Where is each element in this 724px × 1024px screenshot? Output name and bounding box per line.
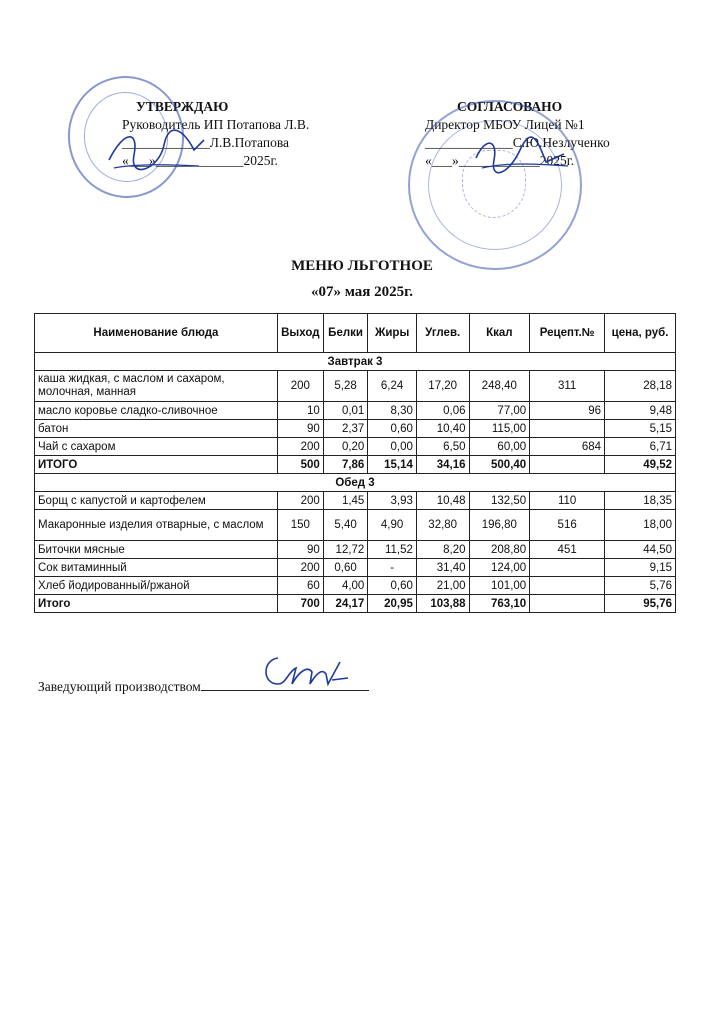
dish-name: каша жидкая, с маслом и сахаром, молочная, манная <box>35 371 278 402</box>
dish-fat: 0,60 <box>368 420 417 438</box>
dish-carbs: 32,80 <box>416 510 469 541</box>
dish-output: 200 <box>277 438 323 456</box>
agreement-date: «___»____________2025г. <box>425 153 575 168</box>
section-row-lunch <box>35 474 676 492</box>
dish-output: 90 <box>277 541 323 559</box>
section-title: Завтрак 3 <box>35 353 676 371</box>
dish-carbs: 6,50 <box>416 438 469 456</box>
dish-price: 6,71 <box>605 438 676 456</box>
dish-name: батон <box>35 420 278 438</box>
dish-name: Биточки мясные <box>35 541 278 559</box>
menu-title: МЕНЮ ЛЬГОТНОЕ <box>291 258 433 274</box>
total-recipe <box>530 595 605 613</box>
dish-kcal: 60,00 <box>469 438 530 456</box>
dish-price: 5,15 <box>605 420 676 438</box>
total-row-breakfast <box>35 456 676 474</box>
dish-price: 9,48 <box>605 402 676 420</box>
section-title: Обед 3 <box>35 474 676 492</box>
dish-carbs: 31,40 <box>416 559 469 577</box>
approval-position: Руководитель ИП Потапова Л.В. <box>122 117 310 132</box>
dish-protein: 4,00 <box>323 577 368 595</box>
col-header-protein: Белки <box>323 314 368 353</box>
dish-recipe <box>530 577 605 595</box>
total-protein: 7,86 <box>323 456 368 474</box>
dish-protein: 2,37 <box>323 420 368 438</box>
approval-block <box>122 98 309 170</box>
table-row <box>35 559 676 577</box>
total-fat: 20,95 <box>368 595 417 613</box>
table-row <box>35 402 676 420</box>
dish-fat: - <box>368 559 417 577</box>
dish-kcal: 132,50 <box>469 492 530 510</box>
col-header-fat: Жиры <box>368 314 417 353</box>
dish-name: Чай с сахаром <box>35 438 278 456</box>
dish-recipe: 311 <box>530 371 605 402</box>
dish-carbs: 0,06 <box>416 402 469 420</box>
dish-recipe <box>530 420 605 438</box>
dish-protein: 0,01 <box>323 402 368 420</box>
agreement-title: СОГЛАСОВАНО <box>457 99 563 114</box>
dish-carbs: 10,48 <box>416 492 469 510</box>
dish-name: Хлеб йодированный/ржаной <box>35 577 278 595</box>
dish-fat: 8,30 <box>368 402 417 420</box>
total-carbs: 103,88 <box>416 595 469 613</box>
dish-carbs: 21,00 <box>416 577 469 595</box>
total-row-lunch <box>35 595 676 613</box>
total-kcal: 500,40 <box>469 456 530 474</box>
dish-price: 18,00 <box>605 510 676 541</box>
dish-kcal: 101,00 <box>469 577 530 595</box>
table-row <box>35 492 676 510</box>
section-row-breakfast <box>35 353 676 371</box>
dish-kcal: 115,00 <box>469 420 530 438</box>
dish-carbs: 10,40 <box>416 420 469 438</box>
dish-price: 9,15 <box>605 559 676 577</box>
table-row <box>35 420 676 438</box>
total-label: Итого <box>35 595 278 613</box>
dish-name: Сок витаминный <box>35 559 278 577</box>
dish-output: 10 <box>277 402 323 420</box>
dish-output: 60 <box>277 577 323 595</box>
agreement-signatory: _____________С.Ю.Незлученко <box>425 135 610 150</box>
dish-protein: 0,60 <box>323 559 368 577</box>
total-recipe <box>530 456 605 474</box>
dish-output: 200 <box>277 371 323 402</box>
total-kcal: 763,10 <box>469 595 530 613</box>
dish-kcal: 124,00 <box>469 559 530 577</box>
dish-name: масло коровье сладко-сливочное <box>35 402 278 420</box>
dish-carbs: 8,20 <box>416 541 469 559</box>
table-row <box>35 577 676 595</box>
dish-name: Макаронные изделия отварные, с маслом <box>35 510 278 541</box>
dish-recipe: 516 <box>530 510 605 541</box>
table-header-row <box>35 314 676 353</box>
table-row <box>35 371 676 402</box>
total-price: 49,52 <box>605 456 676 474</box>
dish-output: 200 <box>277 492 323 510</box>
approval-signatory: _____________Л.В.Потапова <box>122 135 290 150</box>
dish-price: 18,35 <box>605 492 676 510</box>
footer-signature-line <box>38 676 369 695</box>
agreement-block <box>425 98 610 170</box>
dish-fat: 11,52 <box>368 541 417 559</box>
dish-output: 150 <box>277 510 323 541</box>
dish-recipe: 110 <box>530 492 605 510</box>
dish-carbs: 17,20 <box>416 371 469 402</box>
dish-fat: 3,93 <box>368 492 417 510</box>
dish-output: 200 <box>277 559 323 577</box>
menu-table <box>34 313 676 613</box>
dish-kcal: 208,80 <box>469 541 530 559</box>
col-header-kcal: Ккал <box>469 314 530 353</box>
dish-price: 28,18 <box>605 371 676 402</box>
dish-recipe: 451 <box>530 541 605 559</box>
total-output: 700 <box>277 595 323 613</box>
approval-title: УТВЕРЖДАЮ <box>136 99 229 114</box>
dish-protein: 5,28 <box>323 371 368 402</box>
dish-kcal: 77,00 <box>469 402 530 420</box>
dish-fat: 0,60 <box>368 577 417 595</box>
agreement-position: Директор МБОУ Лицей №1 <box>425 117 585 132</box>
dish-protein: 1,45 <box>323 492 368 510</box>
dish-output: 90 <box>277 420 323 438</box>
dish-kcal: 196,80 <box>469 510 530 541</box>
dish-recipe: 684 <box>530 438 605 456</box>
dish-kcal: 248,40 <box>469 371 530 402</box>
col-header-output: Выход <box>277 314 323 353</box>
total-price: 95,76 <box>605 595 676 613</box>
table-row <box>35 438 676 456</box>
total-output: 500 <box>277 456 323 474</box>
menu-date: «07» мая 2025г. <box>310 284 414 300</box>
col-header-price: цена, руб. <box>605 314 676 353</box>
total-label: ИТОГО <box>35 456 278 474</box>
col-header-name: Наименование блюда <box>35 314 278 353</box>
dish-fat: 4,90 <box>368 510 417 541</box>
table-row <box>35 541 676 559</box>
total-carbs: 34,16 <box>416 456 469 474</box>
table-row <box>35 510 676 541</box>
dish-protein: 12,72 <box>323 541 368 559</box>
signature-underline <box>201 676 369 691</box>
dish-fat: 6,24 <box>368 371 417 402</box>
dish-protein: 5,40 <box>323 510 368 541</box>
dish-price: 44,50 <box>605 541 676 559</box>
col-header-recipe: Рецепт.№ <box>530 314 605 353</box>
footer-label: Заведующий производством <box>38 679 201 694</box>
dish-recipe: 96 <box>530 402 605 420</box>
total-protein: 24,17 <box>323 595 368 613</box>
col-header-carbs: Углев. <box>416 314 469 353</box>
approval-date: «___»_____________2025г. <box>122 153 278 168</box>
dish-fat: 0,00 <box>368 438 417 456</box>
dish-protein: 0,20 <box>323 438 368 456</box>
dish-name: Борщ с капустой и картофелем <box>35 492 278 510</box>
dish-recipe <box>530 559 605 577</box>
total-fat: 15,14 <box>368 456 417 474</box>
dish-price: 5,76 <box>605 577 676 595</box>
